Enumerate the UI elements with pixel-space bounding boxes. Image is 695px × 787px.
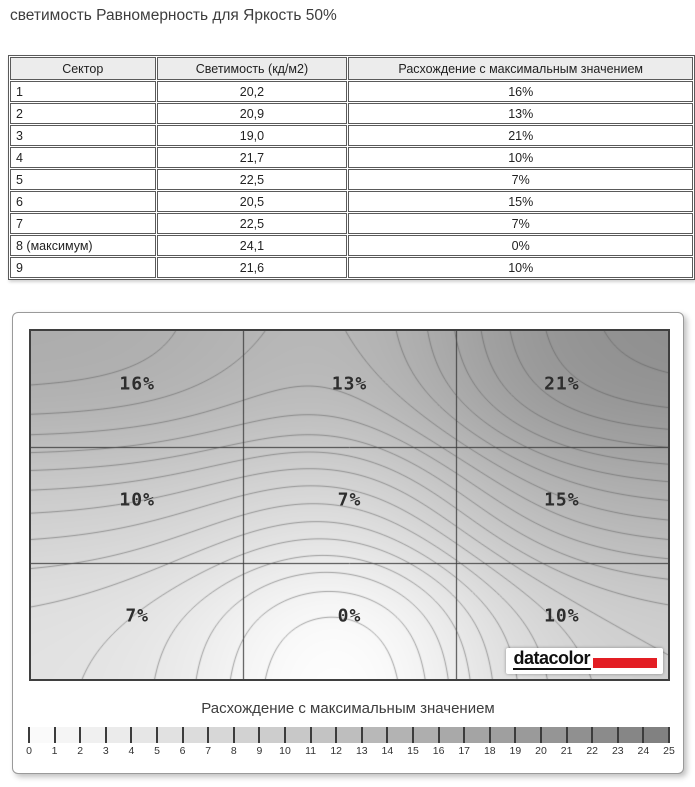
- table-row: [10, 147, 693, 168]
- sector-value-label: 16%: [119, 373, 155, 395]
- colorbar-tick-number: 15: [407, 745, 419, 757]
- cell-luminance: 21,7: [157, 147, 348, 168]
- colorbar-tick: [514, 727, 516, 743]
- colorbar-tick-number: 19: [509, 745, 522, 757]
- datacolor-logo: [506, 648, 663, 674]
- sector-value-label: 7%: [337, 489, 362, 511]
- colorbar-tick-number: 18: [483, 745, 496, 757]
- colorbar-tick: [28, 727, 30, 743]
- colorbar-tick-number: 9: [256, 745, 263, 757]
- colorbar-tick: [105, 727, 107, 743]
- colorbar-tick-number: 1: [51, 745, 58, 757]
- cell-deviation: 10%: [348, 257, 693, 278]
- sector-value-label: 10%: [119, 489, 155, 511]
- colorbar-tick-number: 3: [102, 745, 109, 757]
- table-row: [10, 257, 693, 278]
- cell-deviation: 21%: [348, 125, 693, 146]
- colorbar-tick-number: 21: [560, 745, 573, 757]
- colorbar-tick: [591, 727, 593, 743]
- colorbar-tick: [130, 727, 132, 743]
- sector-value-label: 0%: [337, 605, 362, 627]
- colorbar-tick-number: 12: [330, 745, 343, 757]
- cell-deviation: 10%: [348, 147, 693, 168]
- colorbar: [29, 727, 669, 743]
- sector-value-label: 10%: [544, 605, 580, 627]
- table-row: [10, 81, 693, 102]
- colorbar-tick: [233, 727, 235, 743]
- colorbar-tick-number: 0: [26, 745, 32, 757]
- header-deviation: Расхождение с максимальным значением: [348, 57, 693, 80]
- cell-sector: 3: [10, 125, 156, 146]
- colorbar-tick: [617, 727, 619, 743]
- cell-deviation: 7%: [348, 213, 693, 234]
- colorbar-tick-number: 25: [663, 745, 675, 757]
- sector-value-label: 13%: [331, 373, 368, 395]
- colorbar-tick-number: 20: [535, 745, 547, 757]
- colorbar-tick: [566, 727, 568, 743]
- colorbar-cell: [464, 727, 490, 743]
- colorbar-tick-number: 16: [432, 745, 445, 757]
- cell-sector: 7: [10, 213, 156, 234]
- cell-luminance: 20,5: [157, 191, 348, 212]
- table-header-row: [10, 57, 693, 80]
- table-row: [10, 213, 693, 234]
- colorbar-cell: [55, 727, 81, 743]
- cell-deviation: 13%: [348, 103, 693, 124]
- page-title: светимость Равномерность для Яркость 50%: [10, 7, 337, 24]
- colorbar-tick-number: 5: [154, 745, 160, 757]
- cell-deviation: 16%: [348, 81, 693, 102]
- colorbar-cell: [362, 727, 388, 743]
- colorbar-cell: [106, 727, 132, 743]
- header-luminance: Светимость (кд/м2): [157, 57, 348, 80]
- colorbar-tick-labels: [26, 745, 675, 759]
- colorbar-tick: [182, 727, 184, 743]
- cell-luminance: 20,9: [157, 103, 348, 124]
- colorbar-tick-number: 13: [355, 745, 368, 757]
- colorbar-tick: [438, 727, 440, 743]
- colorbar-tick: [335, 727, 337, 743]
- colorbar-tick-number: 6: [179, 745, 186, 757]
- colorbar-tick: [386, 727, 388, 743]
- colorbar-tick-number: 22: [586, 745, 599, 757]
- colorbar-tick: [540, 727, 542, 743]
- colorbar-cell: [80, 727, 106, 743]
- cell-luminance: 22,5: [157, 213, 348, 234]
- sector-value-label: 21%: [544, 373, 580, 395]
- colorbar-tick: [463, 727, 465, 743]
- colorbar-tick: [79, 727, 81, 743]
- colorbar-cell: [208, 727, 234, 743]
- datacolor-logo-text: datacolor: [513, 648, 590, 668]
- colorbar-tick: [642, 727, 644, 743]
- colorbar-cell: [439, 727, 465, 743]
- colorbar-tick: [156, 727, 158, 743]
- cell-deviation: 0%: [348, 235, 693, 256]
- cell-sector: 6: [10, 191, 156, 212]
- colorbar-cell: [541, 727, 567, 743]
- cell-sector: 2: [10, 103, 156, 124]
- colorbar-cell: [336, 727, 362, 743]
- table-row: [10, 169, 693, 190]
- colorbar-tick-number: 10: [279, 745, 291, 757]
- colorbar-cell: [592, 727, 618, 743]
- cell-luminance: 19,0: [157, 125, 348, 146]
- colorbar-cell: [183, 727, 209, 743]
- colorbar-tick: [54, 727, 56, 743]
- colorbar-cell: [643, 727, 669, 743]
- colorbar-tick-number: 2: [77, 745, 84, 757]
- colorbar-tick-number: 8: [230, 745, 237, 757]
- cell-luminance: 22,5: [157, 169, 348, 190]
- colorbar-cell: [131, 727, 157, 743]
- colorbar-tick-number: 14: [381, 745, 394, 757]
- table-row: [10, 125, 693, 146]
- colorbar-tick: [207, 727, 209, 743]
- header-sector: Сектор: [10, 57, 156, 80]
- cell-deviation: 7%: [348, 169, 693, 190]
- uniformity-table: [8, 55, 695, 280]
- colorbar-tick: [412, 727, 414, 743]
- cell-sector: 4: [10, 147, 156, 168]
- cell-sector: 1: [10, 81, 156, 102]
- cell-sector: 5: [10, 169, 156, 190]
- cell-luminance: 24,1: [157, 235, 348, 256]
- colorbar-cell: [566, 727, 592, 743]
- sector-value-label: 7%: [125, 605, 149, 627]
- colorbar-tick: [668, 727, 670, 743]
- uniformity-map-panel: [12, 312, 684, 774]
- colorbar-title: Расхождение с максимальным значением: [201, 700, 495, 717]
- colorbar-cell: [515, 727, 541, 743]
- colorbar-tick: [361, 727, 363, 743]
- colorbar-cell: [29, 727, 55, 743]
- cell-sector: 8 (максимум): [10, 235, 156, 256]
- colorbar-tick-number: 4: [128, 745, 135, 757]
- colorbar-cell: [285, 727, 311, 743]
- colorbar-tick-number: 7: [205, 745, 212, 757]
- cell-sector: 9: [10, 257, 156, 278]
- colorbar-tick: [258, 727, 260, 743]
- colorbar-cell: [618, 727, 644, 743]
- cell-luminance: 20,2: [157, 81, 348, 102]
- colorbar-tick: [489, 727, 491, 743]
- colorbar-tick-number: 11: [305, 745, 317, 757]
- colorbar-cell: [387, 727, 413, 743]
- cell-luminance: 21,6: [157, 257, 348, 278]
- colorbar-tick: [284, 727, 286, 743]
- colorbar-cell: [413, 727, 439, 743]
- colorbar-cell: [157, 727, 183, 743]
- table-row: [10, 191, 693, 212]
- table-row: [10, 103, 693, 124]
- sector-value-label: 15%: [544, 489, 580, 511]
- colorbar-cell: [234, 727, 260, 743]
- datacolor-logo-red-bar: [593, 658, 657, 668]
- colorbar-cell: [311, 727, 337, 743]
- colorbar-tick-number: 24: [637, 745, 650, 757]
- colorbar-cell: [490, 727, 516, 743]
- table-row: [10, 235, 693, 256]
- colorbar-tick: [310, 727, 312, 743]
- contour-plot: [29, 329, 670, 681]
- colorbar-cell: [259, 727, 285, 743]
- cell-deviation: 15%: [348, 191, 693, 212]
- colorbar-tick-number: 17: [458, 745, 471, 757]
- colorbar-tick-number: 23: [611, 745, 624, 757]
